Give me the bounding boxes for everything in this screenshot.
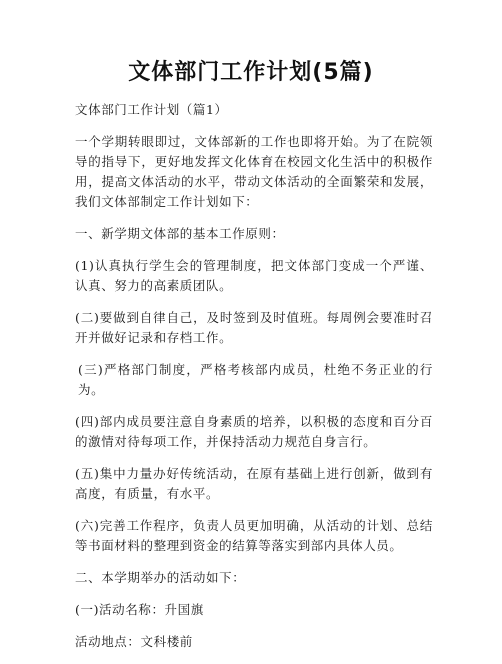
paragraph-principles-heading: 一、新学期文体部的基本工作原则： — [75, 226, 285, 241]
paragraph-principle-6: (六)完善工作程序，负责人员更加明确，从活动的计划、总结等书面材料的整理到资金的结算等落实到部内具体人员。 — [75, 518, 433, 553]
paragraph-principle-2: (二)要做到自律自己，及时签到及时值班。每周例会要准时召开并做好记录和存档工作。 — [75, 310, 433, 345]
paragraph-activities-heading: 二、本学期举办的活动如下： — [75, 570, 246, 585]
document-body — [75, 100, 433, 664]
paragraph-section-heading: 文体部门工作计划（篇1） — [75, 102, 228, 117]
paragraph-intro: 一个学期转眼即过，文体部新的工作也即将开始。为了在院领导的指导下，更好地发挥文化体育在校园文化生活中的积极作用，提高文体活动的水平，带动文体活动的全面繁荣和发展，我们文体部制定工作计划如下： — [75, 134, 433, 209]
paragraph-principle-1: (1)认真执行学生会的管理制度，把文体部门变成一个严谨、认真、努力的高素质团队。 — [75, 258, 433, 293]
paragraph-principle-5: (五)集中力量办好传统活动，在原有基础上进行创新，做到有高度，有质量，有水平。 — [75, 466, 433, 501]
paragraph-principle-4: (四)部内成员要注意自身素质的培养，以积极的态度和百分百的激情对待每项工作，并保持活动力规范自身言行。 — [75, 414, 433, 449]
paragraph-principle-3: (三)严格部门制度，严格考核部内成员，杜绝不务正业的行为。 — [78, 362, 433, 397]
paragraph-activity-location: 活动地点：文科楼前 — [75, 634, 193, 649]
paragraph-activity-name: (一)活动名称：升国旗 — [75, 602, 204, 617]
document-title: 文体部门工作计划(5篇) — [128, 60, 374, 85]
